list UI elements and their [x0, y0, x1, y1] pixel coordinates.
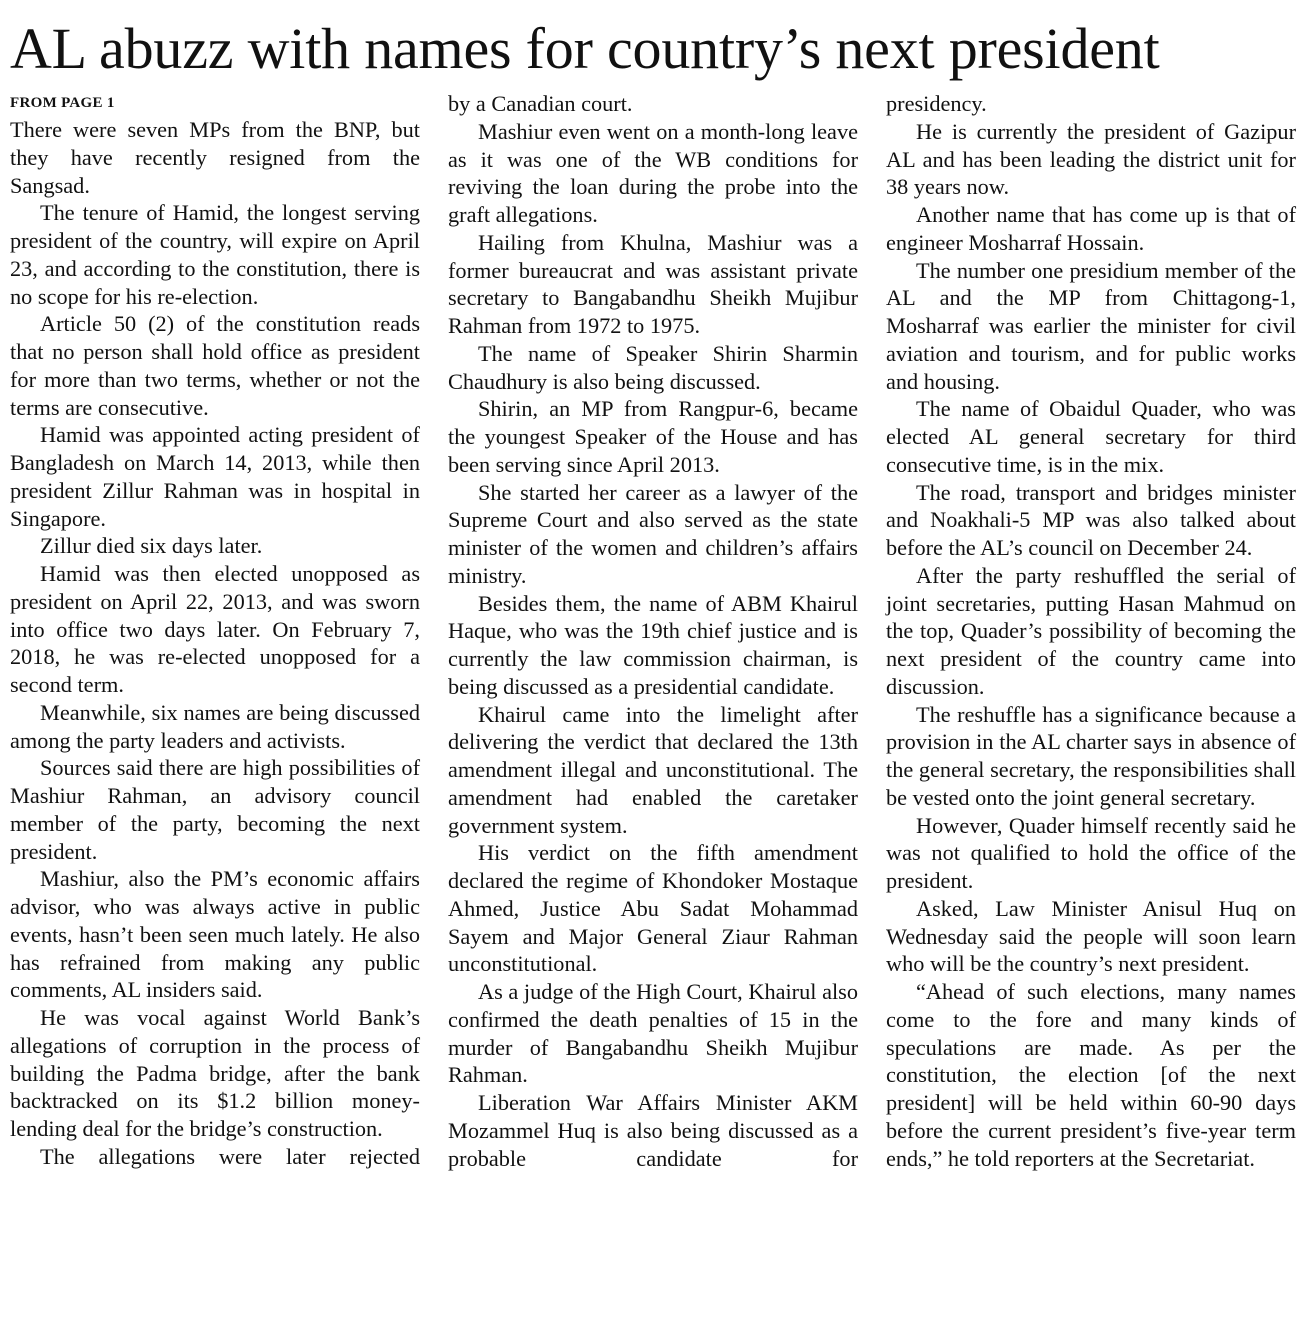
paragraph: Hailing from Khulna, Mashiur was a former bureaucrat and was assistant private secretary to Bangabandhu Sheikh Mujibur Rahman from 1972 to 1975. [448, 229, 858, 338]
column-2 [448, 90, 858, 1172]
paragraph: “Ahead of such elections, many names come to the fore and many kinds of speculations are made. As per the constitution, the election [of the next president] will be held within 60-90 days before the current president’s five-year term ends,” he told reporters at the Secretariat. [886, 979, 1296, 1171]
paragraph: The reshuffle has a significance because a provision in the AL charter says in absence of the general secretary, the responsibilities shall be vested onto the joint general secretary. [886, 701, 1296, 810]
paragraph: Asked, Law Minister Anisul Huq on Wednesday said the people will soon learn who will be the country’s next president. [886, 895, 1296, 977]
paragraph: Hamid was appointed acting president of Bangladesh on March 14, 2013, while then president Zillur Rahman was in hospital in Singapore. [10, 422, 420, 531]
paragraph: Mashiur even went on a month-long leave as it was one of the WB conditions for reviving the loan during the probe into the graft allegations. [448, 118, 858, 227]
paragraph: Another name that has come up is that of engineer Mosharraf Hossain. [886, 202, 1296, 255]
paragraph: Mashiur, also the PM’s economic affairs advisor, who was always active in public events, hasn’t been seen much lately. He also has refrained from making any public comments, AL insiders said. [10, 866, 420, 1003]
column-3 [886, 90, 1296, 1172]
paragraph: As a judge of the High Court, Khairul also confirmed the death penalties of 15 in the murder of Bangabandhu Sheikh Mujibur Rahman. [448, 979, 858, 1088]
paragraph: She started her career as a lawyer of the Supreme Court and also served as the state minister of the women and children’s affairs ministry. [448, 479, 858, 588]
paragraph: He was vocal against World Bank’s allegations of corruption in the process of building the Padma bridge, after the bank backtracked on its $1.2 billion money-lending deal for the bridge’s construction. [10, 1005, 420, 1141]
paragraph: His verdict on the fifth amendment declared the regime of Khondoker Mostaque Ahmed, Justice Abu Sadat Mohammad Sayem and Major General Ziaur Rahman unconstitutional. [448, 840, 858, 977]
paragraph: Shirin, an MP from Rangpur-6, became the youngest Speaker of the House and has been serving since April 2013. [448, 396, 858, 477]
paragraph: Hamid was then elected unopposed as president on April 22, 2013, and was sworn into office two days later. On February 7, 2018, he was re-elected unopposed for a second term. [10, 561, 420, 697]
column-1 [10, 90, 420, 1171]
paragraph: The road, transport and bridges minister and Noakhali-5 MP was also talked about before the AL’s council on December 24. [886, 479, 1296, 560]
paragraph: Zillur died six days later. [40, 533, 263, 559]
paragraph: Liberation War Affairs Minister AKM Mozammel Huq is also being discussed as a probable candidate for [448, 1090, 858, 1171]
paragraph: Besides them, the name of ABM Khairul Haque, who was the 19th chief justice and is currently the law commission chairman, is being discussed as a presidential candidate. [448, 590, 858, 699]
paragraph: He is currently the president of Gazipur AL and has been leading the district unit for 38 years now. [886, 118, 1296, 200]
paragraph: However, Quader himself recently said he was not qualified to hold the office of the president. [886, 812, 1296, 893]
paragraph: The allegations were later rejected [40, 1143, 420, 1169]
paragraph: Article 50 (2) of the constitution reads that no person shall hold office as president for more than two terms, whether or not the terms are consecutive. [10, 311, 420, 420]
paragraph: The name of Obaidul Quader, who was elected AL general secretary for third consecutive time, is in the mix. [886, 396, 1296, 477]
paragraph: presidency. [886, 91, 987, 116]
paragraph: Meanwhile, six names are being discussed among the party leaders and activists. [10, 699, 420, 753]
paragraph: The number one presidium member of the AL and the MP from Chittagong-1, Mosharraf was earlier the minister for civil aviation and tourism, and for public works and housing. [886, 257, 1296, 394]
from-page-kicker: FROM PAGE 1 [10, 95, 115, 111]
paragraph: by a Canadian court. [448, 91, 633, 116]
paragraph: The tenure of Hamid, the longest serving president of the country, will expire on April 23, and according to the constitution, there is no scope for his re-election. [10, 200, 420, 309]
paragraph: There were seven MPs from the BNP, but they have recently resigned from the Sangsad. [10, 117, 420, 198]
headline: AL abuzz with names for country’s next president [10, 16, 1160, 81]
paragraph: Khairul came into the limelight after delivering the verdict that declared the 13th amendment illegal and unconstitutional. The amendment had enabled the caretaker government system. [448, 701, 858, 838]
paragraph: The name of Speaker Shirin Sharmin Chaudhury is also being discussed. [448, 340, 858, 394]
paragraph: After the party reshuffled the serial of joint secretaries, putting Hasan Mahmud on the top, Quader’s possibility of becoming the next president of the country came into discussion. [886, 562, 1296, 699]
paragraph: Sources said there are high possibilities of Mashiur Rahman, an advisory council member of the party, becoming the next president. [10, 755, 420, 864]
